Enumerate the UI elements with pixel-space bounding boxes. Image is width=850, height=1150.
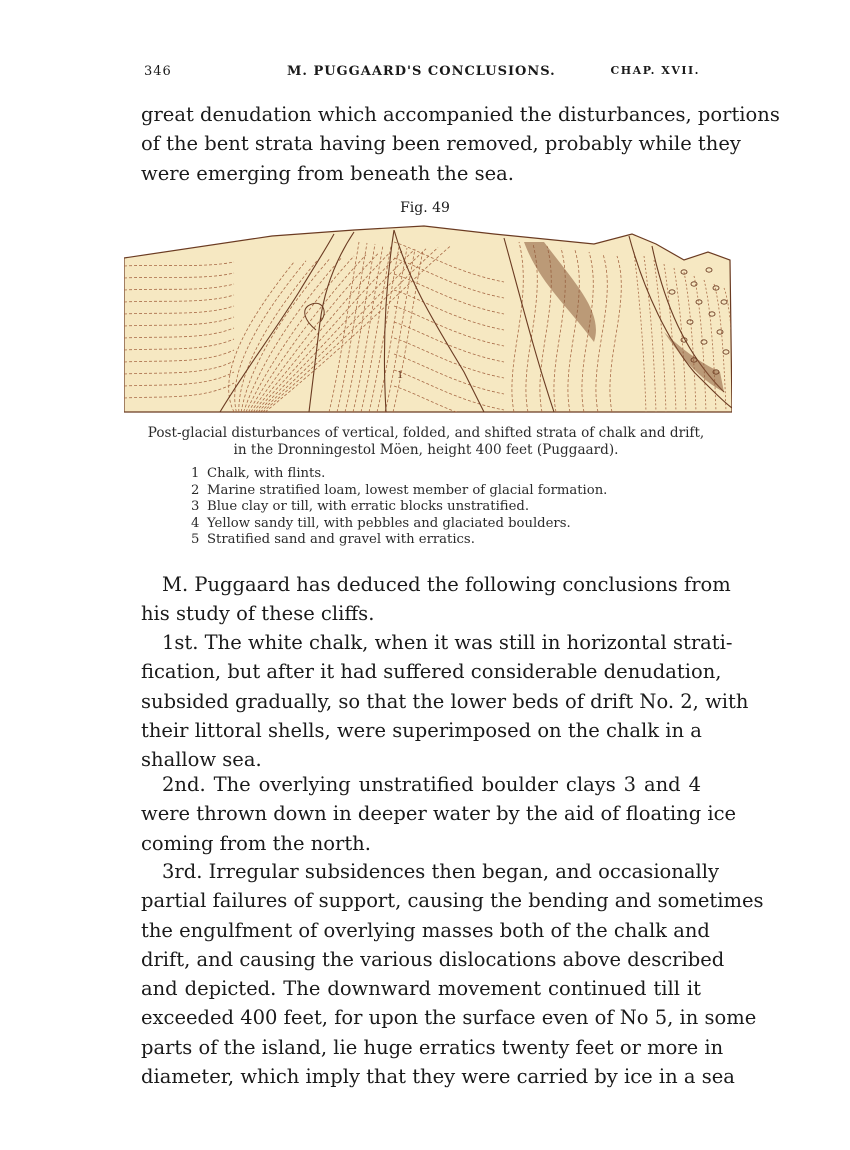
- text-line: 2nd. The overlying unstratified boulder clays 3 and 4: [162, 773, 701, 796]
- text-line: the engulfment of overlying masses both of the chalk and: [141, 918, 710, 942]
- chapter-label: CHAP. XVII.: [610, 64, 700, 77]
- legend-item: 4 Yellow sandy till, with pebbles and glaciated boulders.: [191, 515, 571, 531]
- legend-item: 2 Marine stratified loam, lowest member of glacial formation.: [191, 482, 608, 498]
- caption-line: Post-glacial disturbances of vertical, folded, and shifted strata of chalk and drift,: [147, 425, 705, 441]
- body-paragraph: [141, 628, 749, 774]
- text-line: great denudation which accompanied the disturbances, portions: [141, 103, 780, 126]
- text-line: drift, and causing the various dislocations above described: [141, 947, 725, 971]
- legend-item: 5 Stratified sand and gravel with erratics.: [191, 532, 475, 548]
- text-line: his study of these cliffs.: [141, 602, 375, 626]
- text-line: of the bent strata having been removed, probably while they: [141, 132, 741, 156]
- opening-paragraph: [141, 100, 780, 188]
- text-line: subsided gradually, so that the lower beds of drift No. 2, with: [141, 689, 749, 713]
- text-line: partial failures of support, causing the bending and sometimes: [141, 889, 764, 913]
- text-line: their littoral shells, were superimposed on the chalk in a: [141, 718, 702, 742]
- text-line: were thrown down in deeper water by the aid of floating ice: [141, 802, 737, 826]
- text-line: were emerging from beneath the sea.: [141, 161, 514, 185]
- legend-item: 3 Blue clay or till, with erratic blocks unstratified.: [191, 499, 530, 515]
- text-line: diameter, which imply that they were carried by ice in a sea: [141, 1065, 735, 1089]
- strata-cross-section-figure: [124, 222, 732, 414]
- figure-label: Fig. 49: [400, 200, 450, 216]
- text-line: shallow sea.: [141, 748, 262, 772]
- running-header: [144, 64, 700, 84]
- text-line: coming from the north.: [141, 831, 371, 855]
- text-line: M. Puggaard has deduced the following conclusions from: [162, 573, 731, 596]
- figure-caption: [120, 425, 732, 458]
- text-line: fication, but after it had suffered considerable denudation,: [141, 660, 722, 684]
- figure-legend: [191, 466, 607, 549]
- body-paragraph: [141, 570, 731, 629]
- text-line: 3rd. Irregular subsidences then began, and occasionally: [162, 860, 719, 883]
- text-line: parts of the island, lie huge erratics twenty feet or more in: [141, 1035, 724, 1059]
- legend-item: 1 Chalk, with flints.: [191, 466, 326, 481]
- page-number: 346: [144, 64, 172, 79]
- text-line: and depicted. The downward movement continued till it: [141, 977, 701, 1001]
- body-paragraph: [141, 857, 764, 1091]
- body-paragraph: [141, 770, 737, 858]
- caption-line: in the Dronningestol Möen, height 400 feet (Puggaard).: [233, 441, 619, 458]
- text-line: 1st. The white chalk, when it was still in horizontal strati-: [162, 631, 733, 654]
- running-title: M. PUGGAARD'S CONCLUSIONS.: [287, 64, 556, 79]
- stratum-number-label: 1: [397, 367, 403, 381]
- text-line: exceeded 400 feet, for upon the surface even of No 5, in some: [141, 1006, 757, 1030]
